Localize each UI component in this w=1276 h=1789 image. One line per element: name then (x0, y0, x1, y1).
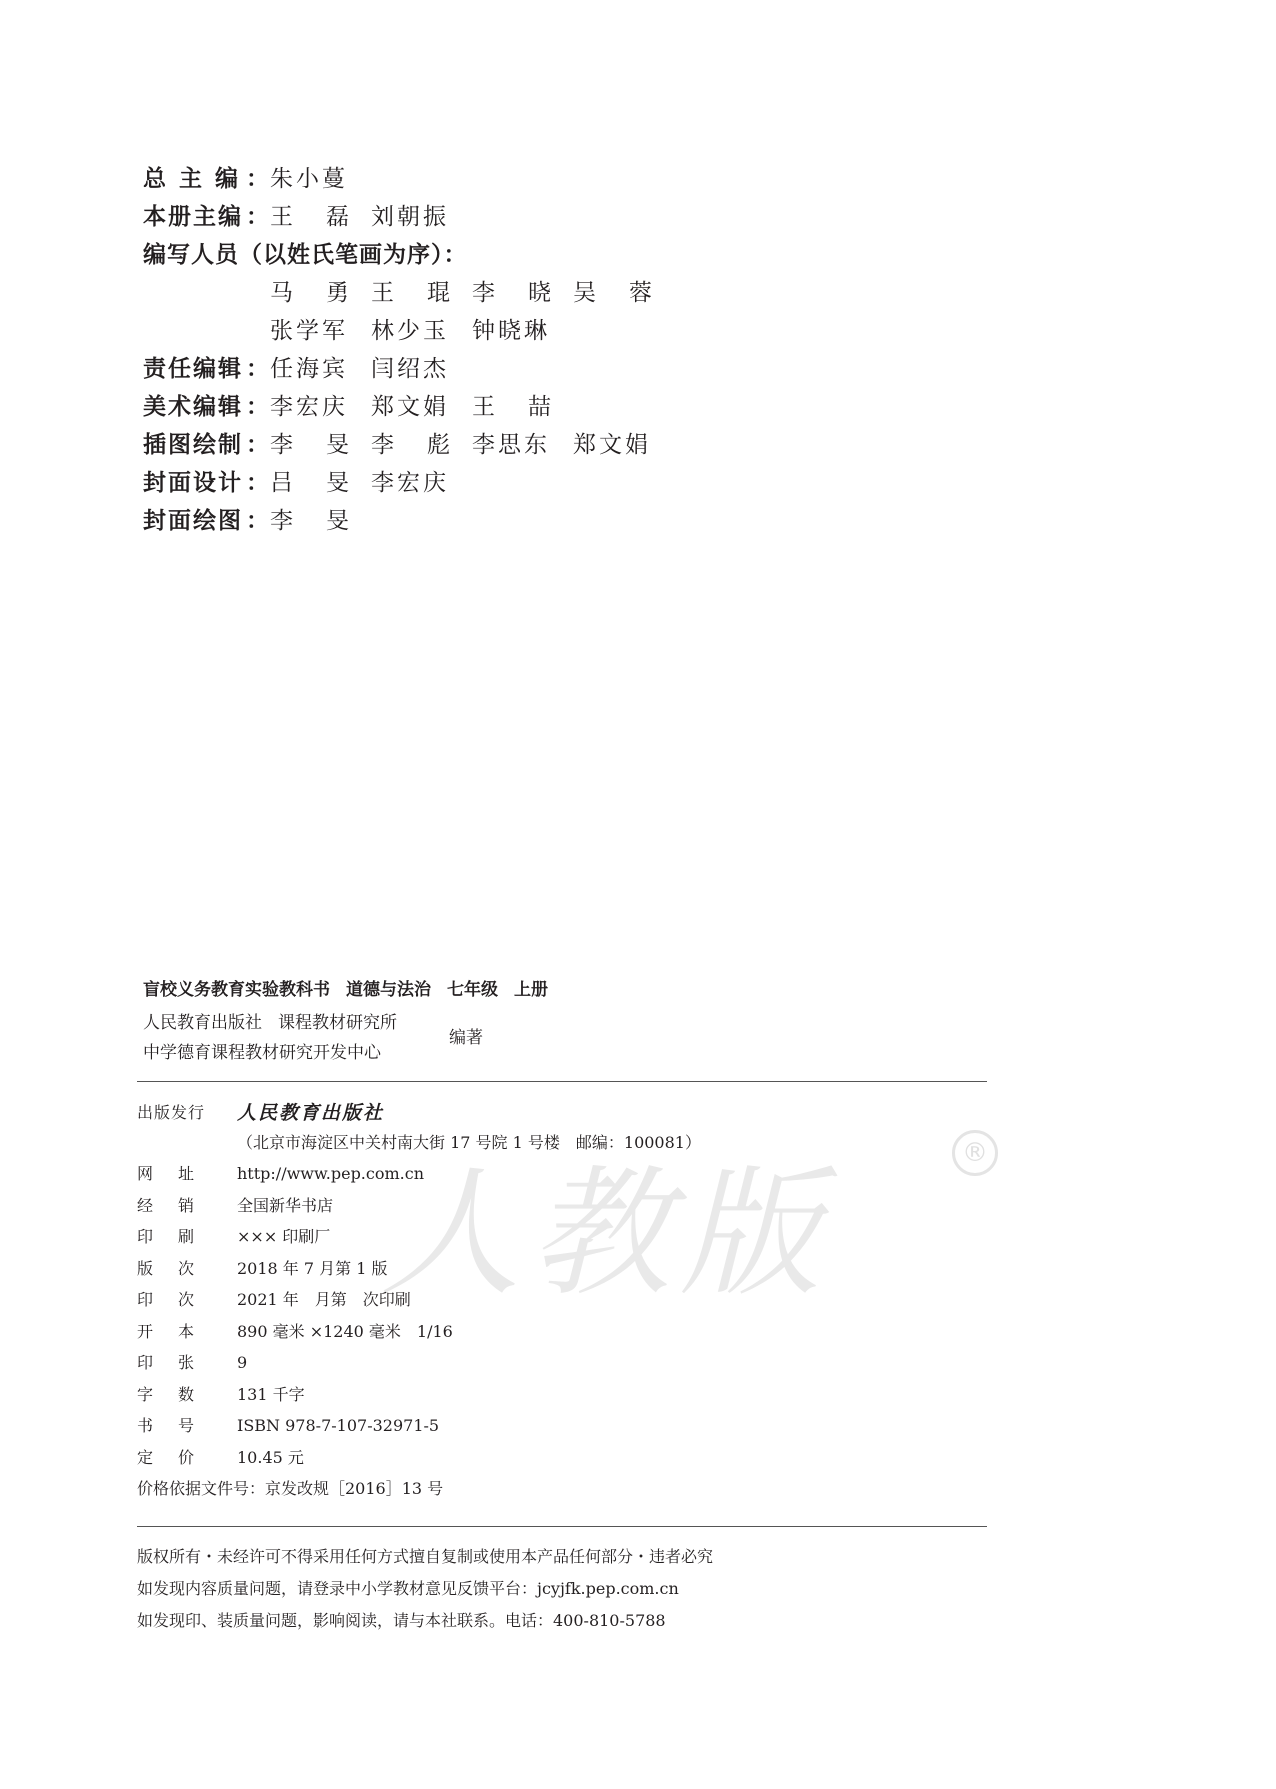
credit-colon: ： (246, 470, 269, 496)
credit-label: 美术编辑 (143, 394, 243, 420)
imprint-field-label: 印张 (137, 1353, 220, 1372)
credit-colon: ： (246, 204, 269, 230)
watermark-text: 人教版 (380, 1153, 831, 1316)
credit-writers-row-2 (143, 312, 843, 350)
credit-responsible-editors (143, 350, 843, 388)
imprint-field-label: 印次 (137, 1290, 220, 1309)
imprint-field-value: 全国新华书店 (237, 1195, 334, 1215)
credit-colon: ： (246, 394, 269, 420)
imprint-field-label: 书号 (137, 1416, 220, 1435)
imprint-field-label: 定价 (137, 1447, 220, 1467)
author-org-institute: 课程教材研究所 (278, 1013, 397, 1033)
author-org-line-2: 中学德育课程教材研究开发中心 (143, 1043, 381, 1063)
imprint-field-value: http://www.pep.com.cn (237, 1164, 425, 1183)
divider-top (137, 1081, 987, 1082)
notice-content-feedback: 如发现内容质量问题，请登录中小学教材意见反馈平台：jcyjfk.pep.com.cn (137, 1579, 679, 1598)
imprint-field-label: 开本 (137, 1321, 220, 1341)
credit-name: 李思东 (472, 432, 550, 458)
registered-trademark-icon: ® (952, 1130, 998, 1176)
notice-copyright: 版权所有・未经许可不得采用任何方式擅自复制或使用本产品任何部分・违者必究 (137, 1547, 714, 1566)
notices (137, 1541, 713, 1637)
credit-name: 朱小蔓 (270, 166, 348, 192)
credit-name: 李宏庆 (371, 470, 449, 496)
credit-name: 林少玉 (371, 318, 449, 344)
credit-name: 王喆 (472, 394, 584, 420)
authors (143, 1008, 397, 1068)
credit-label: 插图绘制 (143, 432, 243, 458)
credit-writers (143, 236, 843, 274)
credit-name: 钟晓琳 (472, 318, 550, 344)
credit-writers-row-1 (143, 274, 843, 312)
imprint-field-value: 2021 年 月第 次印刷 (237, 1290, 411, 1309)
credit-label: 封面绘图 (143, 508, 243, 534)
imprint-field-label: 经销 (137, 1195, 220, 1215)
credits-block (143, 160, 843, 540)
credit-name: 郑文娟 (573, 432, 651, 458)
author-org-line-1 (143, 1008, 397, 1038)
credit-name: 吴蓉 (573, 280, 685, 306)
imprint-field-label: 网址 (137, 1164, 220, 1183)
publisher-watermark (340, 1130, 990, 1330)
credit-cover-design (143, 464, 843, 502)
author-org-pep: 人民教育出版社 (143, 1013, 262, 1033)
book-title-grade: 七年级 (447, 980, 498, 1000)
notice-print-quality: 如发现印、装质量问题，影响阅读，请与本社联系。电话：400-810-5788 (137, 1611, 666, 1630)
credit-colon: ： (246, 166, 269, 192)
credit-colon: ： (246, 432, 269, 458)
credit-name: 张学军 (270, 318, 348, 344)
credit-chief-editor (143, 160, 843, 198)
imprint-field-label: 字数 (137, 1384, 220, 1404)
imprint-field-value: ××× 印刷厂 (237, 1227, 331, 1246)
credit-name: 马勇 (270, 280, 382, 306)
book-title (143, 975, 564, 1000)
credit-label: 编写人员（以姓氏笔画为序）： (143, 242, 468, 268)
credit-colon: ： (246, 508, 269, 534)
credit-name: 刘朝振 (371, 204, 449, 230)
credit-name: 李旻 (270, 432, 382, 458)
credit-illustrators (143, 426, 843, 464)
credit-volume-editors (143, 198, 843, 236)
credit-name: 李晓 (472, 280, 584, 306)
imprint-field-label: 版次 (137, 1258, 220, 1278)
credit-name: 李彪 (371, 432, 483, 458)
price-basis: 价格依据文件号：京发改规［2016］13 号 (137, 1479, 444, 1498)
credit-name: 任海宾 (270, 356, 348, 382)
imprint-field-value: 131 千字 (237, 1384, 305, 1404)
publisher-logo: 人民教育出版社 (237, 1102, 385, 1124)
credit-cover-drawing (143, 502, 843, 540)
credit-name: 王琨 (371, 280, 483, 306)
credit-label: 封面设计 (143, 470, 243, 496)
book-title-subject: 道德与法治 (346, 980, 431, 1000)
credit-label: 本册主编 (143, 204, 243, 230)
credit-colon: ： (246, 356, 269, 382)
credit-name: 闫绍杰 (371, 356, 449, 382)
credit-name: 郑文娟 (371, 394, 449, 420)
compiled-by: 编著 (449, 1028, 483, 1048)
imprint-field-value: 10.45 元 (237, 1447, 304, 1467)
imprint-field-value: 2018 年 7 月第 1 版 (237, 1258, 388, 1278)
divider-bottom (137, 1526, 987, 1527)
book-title-series: 盲校义务教育实验教科书 (143, 980, 330, 1000)
credit-art-editors (143, 388, 843, 426)
price-basis-row (137, 1474, 443, 1504)
imprint-field-value: 9 (237, 1353, 248, 1372)
credit-name: 李旻 (270, 508, 382, 534)
imprint-field-label: 印刷 (137, 1227, 220, 1246)
book-title-volume: 上册 (514, 980, 548, 1000)
publisher-label: 出版发行 (137, 1103, 206, 1122)
imprint-field-value: 890 毫米 ×1240 毫米 1/16 (237, 1321, 453, 1341)
credit-name: 吕旻 (270, 470, 382, 496)
credit-label: 责任编辑 (143, 356, 243, 382)
credit-name: 李宏庆 (270, 394, 348, 420)
imprint-field-value: ISBN 978-7-107-32971-5 (237, 1416, 440, 1435)
credit-label: 总主编 (143, 166, 251, 192)
publisher-address: （北京市海淀区中关村南大街 17 号院 1 号楼 邮编：100081） (237, 1133, 701, 1152)
credit-name: 王磊 (270, 204, 382, 230)
